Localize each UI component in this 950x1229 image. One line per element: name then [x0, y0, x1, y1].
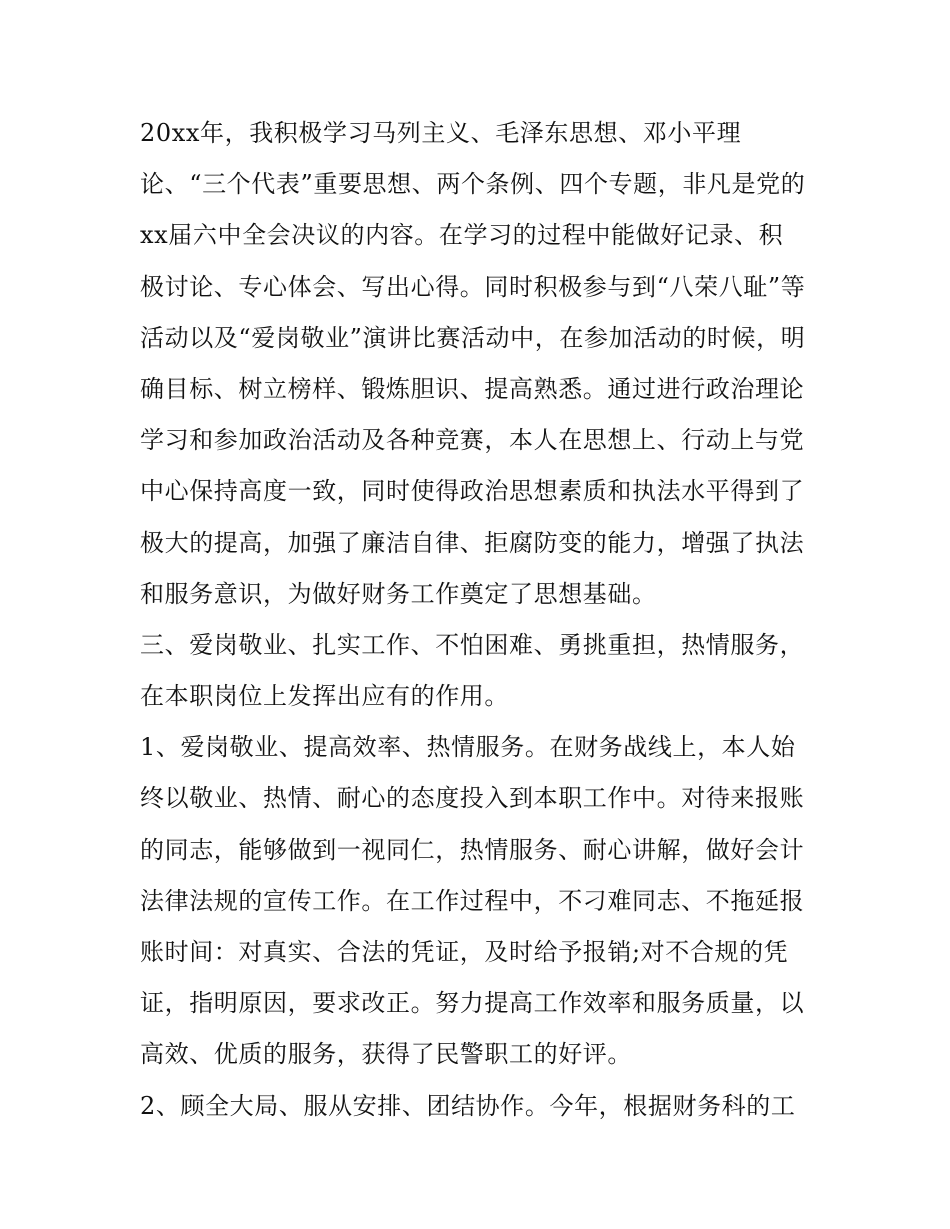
text-line: 账时间：对真实、合法的凭证，及时给予报销;对不合规的凭 — [140, 938, 789, 966]
text-line: 确目标、树立榜样、锻炼胆识、提高熟悉。通过进行政治理论 — [140, 374, 805, 403]
section-heading-line: 三、爱岗敬业、扎实工作、不怕困难、勇挑重担，热情服务， — [140, 630, 805, 659]
text-line: 法律法规的宣传工作。在工作过程中，不刁难同志、不拖延报 — [140, 886, 805, 915]
text-line: 1、爱岗敬业、提高效率、热情服务。在财务战线上，本人始 — [140, 733, 796, 762]
text-line: 学习和参加政治活动及各种竞赛，本人在思想上、行动上与党 — [140, 426, 805, 455]
text-line: 和服务意识，为做好财务工作奠定了思想基础。 — [140, 579, 657, 608]
text-line: 中心保持高度一致，同时使得政治思想素质和执法水平得到了 — [140, 477, 805, 506]
text-line: 活动以及“爱岗敬业”演讲比赛活动中，在参加活动的时候，明 — [140, 323, 806, 352]
text-line: 极讨论、专心体会、写出心得。同时积极参与到“八荣八耻”等 — [140, 272, 806, 301]
text-line: 终以敬业、热情、耐心的态度投入到本职工作中。对待来报账 — [140, 784, 805, 813]
text-line: 高效、优质的服务，获得了民警职工的好评。 — [140, 1040, 632, 1069]
text-line: 20xx年，我积极学习马列主义、毛泽东思想、邓小平理 — [140, 119, 742, 147]
text-line: 极大的提高，加强了廉洁自律、拒腐防变的能力，增强了执法 — [140, 528, 805, 557]
text-line: 的同志，能够做到一视同仁，热情服务、耐心讲解，做好会计 — [140, 835, 805, 864]
text-line: 证，指明原因，要求改正。努力提高工作效率和服务质量，以 — [140, 989, 805, 1018]
section-heading-line: 在本职岗位上发挥出应有的作用。 — [140, 682, 509, 711]
text-line: xx届六中全会决议的内容。在学习的过程中能做好记录、积 — [140, 221, 784, 250]
document-body — [140, 108, 840, 1132]
text-line: 2、顾全大局、服从安排、团结协作。今年，根据财务科的工 — [140, 1091, 796, 1120]
text-line: 论、“三个代表”重要思想、两个条例、四个专题，非凡是党的 — [140, 170, 806, 199]
